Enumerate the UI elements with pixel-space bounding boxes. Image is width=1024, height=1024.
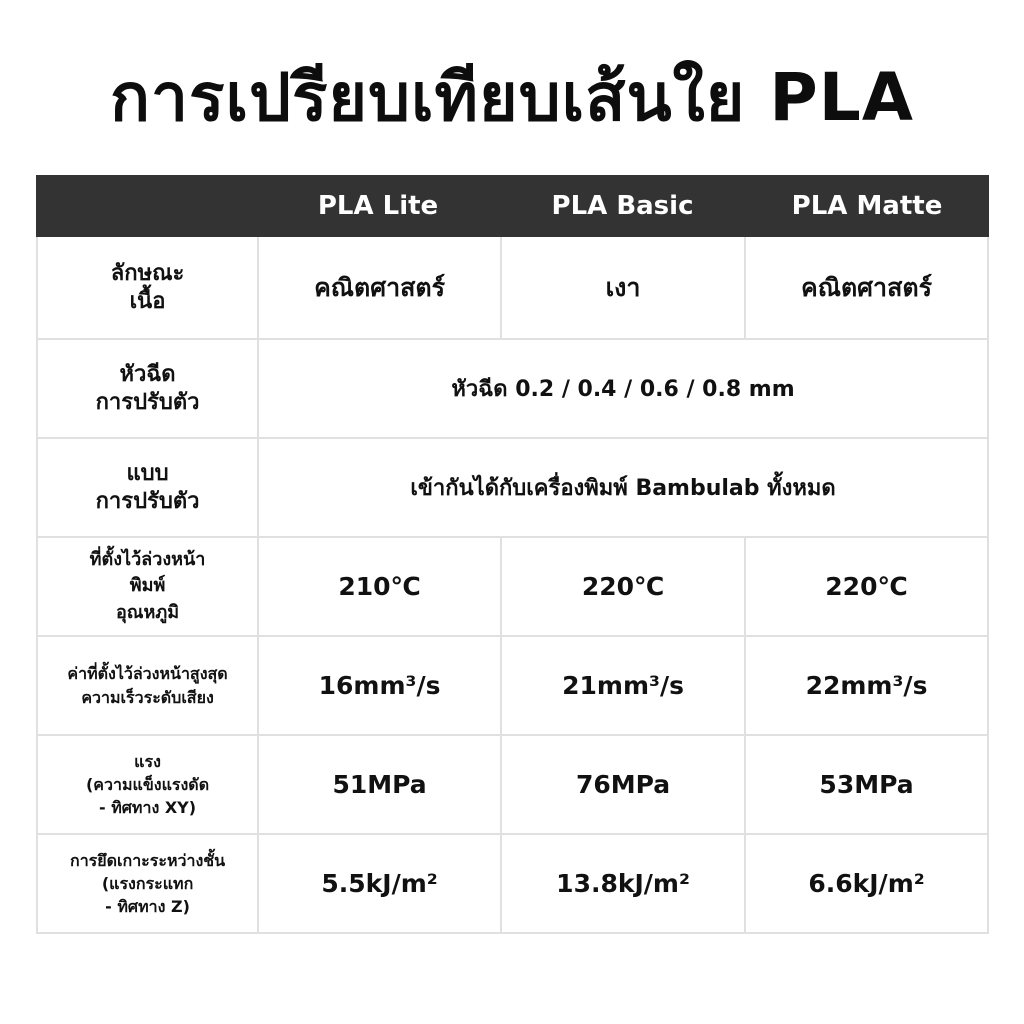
cell-pla-lite: 5.5kJ/m² <box>257 835 500 932</box>
cell-pla-lite: คณิตศาสตร์ <box>257 237 500 338</box>
cell-pla-lite: 51MPa <box>257 736 500 833</box>
row-label-line: - ทิศทาง Z) <box>105 897 190 917</box>
cell-pla-matte: 53MPa <box>744 736 987 833</box>
row-label-line: ลักษณะ <box>110 261 185 286</box>
table-row <box>38 437 987 536</box>
cell-span-value: เข้ากันได้กับเครื่องพิมพ์ Bambulab ทั้งหมด <box>257 439 987 536</box>
row-label-line: เนื้อ <box>129 288 166 314</box>
row-label-line: (ความแข็งแรงดัด <box>85 774 210 794</box>
row-label-nozzle <box>38 340 257 437</box>
cell-pla-basic: เงา <box>500 237 744 338</box>
cell-pla-matte: 22mm³/s <box>744 637 987 734</box>
row-label-volumetric-speed <box>38 637 257 734</box>
row-label-line: - ทิศทาง XY) <box>99 798 197 818</box>
row-label-line: (แรงกระแทก <box>101 873 194 893</box>
row-label-layer-adhesion <box>38 835 257 932</box>
row-label-line: อุณหภูมิ <box>115 601 180 623</box>
table-row <box>38 833 987 932</box>
table-row <box>38 734 987 833</box>
row-label-line: ค่าที่ตั้งไว้ล่วงหน้าสูงสุด <box>67 664 228 684</box>
row-label-texture <box>38 237 257 338</box>
cell-span-value: หัวฉีด 0.2 / 0.4 / 0.6 / 0.8 mm <box>257 340 987 437</box>
table-header <box>36 175 989 237</box>
cell-pla-matte: 220℃ <box>744 538 987 635</box>
row-label-line: การยึดเกาะระหว่างชั้น <box>70 850 226 870</box>
row-label-line: แบบ <box>126 461 169 486</box>
cell-pla-matte: คณิตศาสตร์ <box>744 237 987 338</box>
row-label-line: การปรับตัว <box>95 389 200 415</box>
comparison-table <box>36 175 989 934</box>
row-label-line: หัวฉีด <box>119 362 176 387</box>
cell-pla-lite: 16mm³/s <box>257 637 500 734</box>
page-title: การเปรียบเทียบเส้นใย PLA <box>110 59 914 136</box>
cell-pla-basic: 220℃ <box>500 538 744 635</box>
cell-pla-matte: 6.6kJ/m² <box>744 835 987 932</box>
cell-pla-lite: 210℃ <box>257 538 500 635</box>
cell-pla-basic: 21mm³/s <box>500 637 744 734</box>
row-label-line: การปรับตัว <box>95 488 200 514</box>
row-label-temperature <box>38 538 257 635</box>
row-label-line: ความเร็วระดับเสียง <box>81 687 214 707</box>
row-label-line: ที่ตั้งไว้ล่วงหน้า <box>89 549 206 571</box>
table-row <box>38 536 987 635</box>
header-empty <box>36 175 256 237</box>
header-pla-lite: PLA Lite <box>317 191 439 221</box>
row-label-compatibility <box>38 439 257 536</box>
row-label-line: พิมพ์ <box>129 575 166 597</box>
header-pla-basic: PLA Basic <box>551 191 694 221</box>
row-label-bending-strength <box>38 736 257 833</box>
header-pla-matte: PLA Matte <box>791 191 943 221</box>
table-row <box>38 635 987 734</box>
cell-pla-basic: 13.8kJ/m² <box>500 835 744 932</box>
cell-pla-basic: 76MPa <box>500 736 744 833</box>
row-label-line: แรง <box>134 751 161 771</box>
table-row <box>38 338 987 437</box>
table-row <box>38 237 987 338</box>
table-body <box>36 237 989 934</box>
